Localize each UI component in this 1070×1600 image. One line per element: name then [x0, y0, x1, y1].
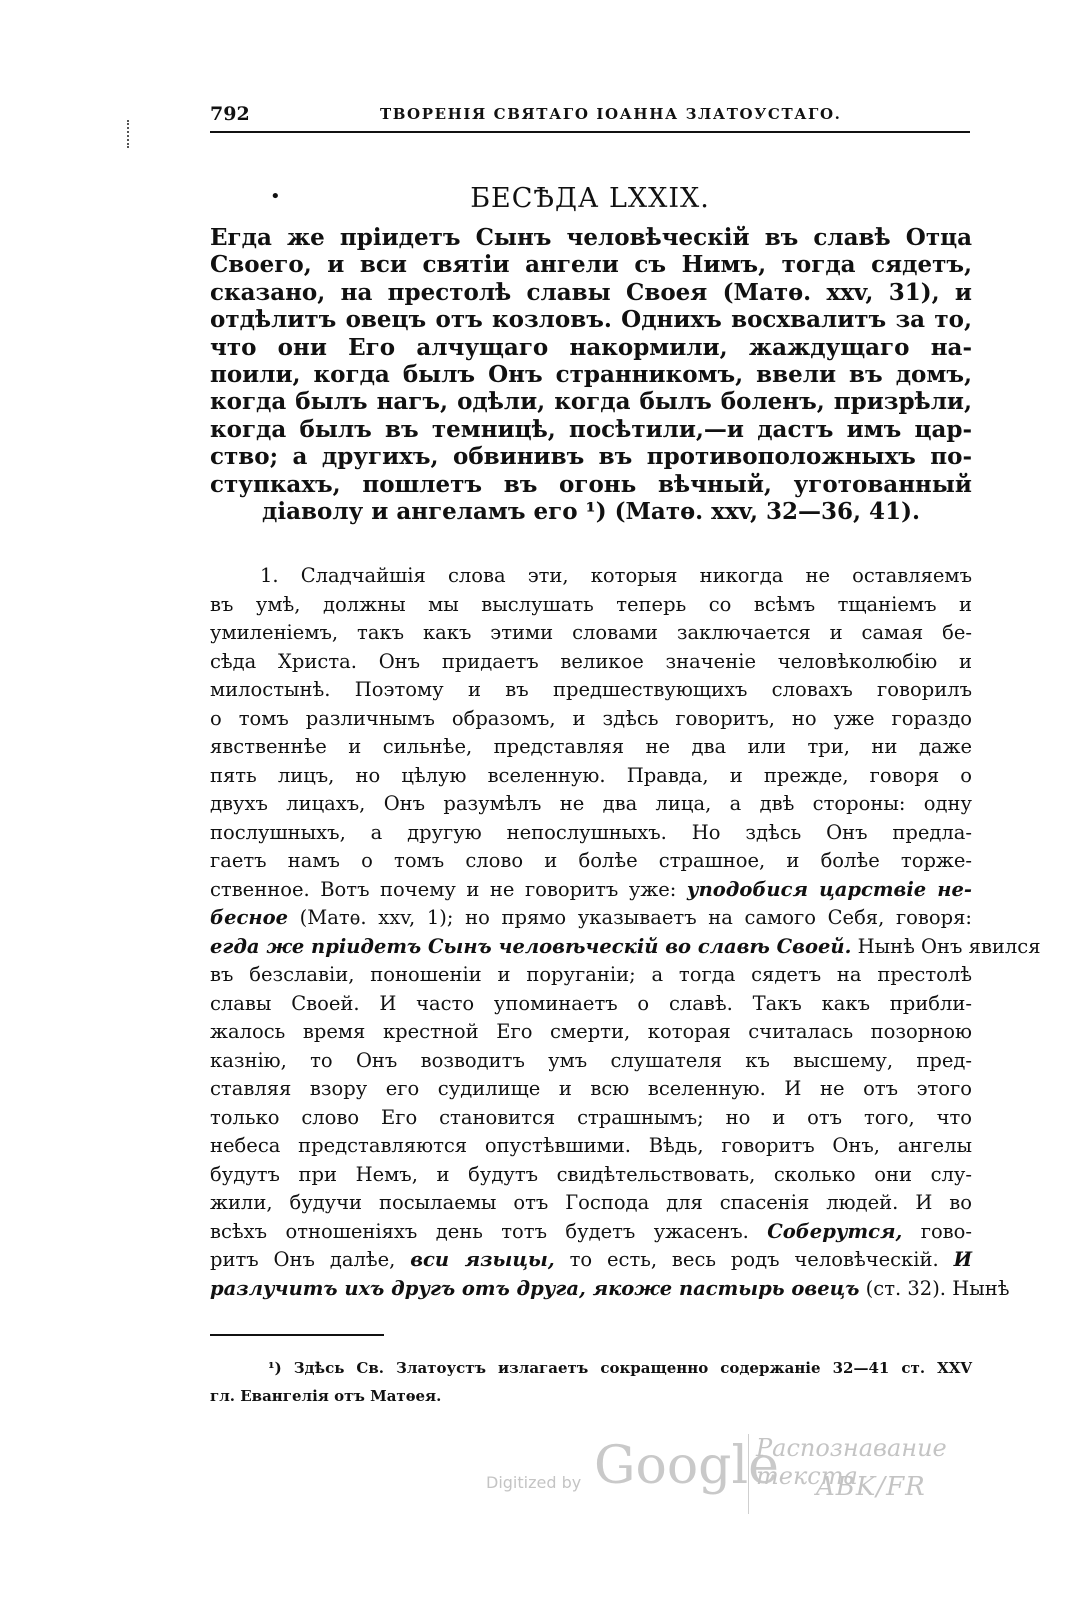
body-text: ритъ Онъ далѣе, [210, 1248, 396, 1271]
body-line [210, 933, 1041, 962]
body-line [210, 876, 972, 905]
body-line: казнію, то Онъ возводитъ умъ слушателя къ высшему, пред- [210, 1048, 972, 1072]
footnote-line: гл. Евангелія отъ Матѳея. [210, 1387, 442, 1405]
scripture-quote: вси языцы, [410, 1248, 555, 1271]
google-logo: Google [594, 1436, 779, 1496]
body-line: о томъ различнымъ образомъ, и здѣсь говоритъ, но уже гораздо [210, 706, 972, 730]
running-title: ТВОРЕНІЯ СВЯТАГО ІОАННА ЗЛАТОУСТАГО. [380, 105, 842, 123]
scripture-quote: И [953, 1248, 972, 1271]
summary-line: ступкахъ, пошлетъ въ огонь вѣчный, уготованный [210, 470, 972, 498]
summary-line: сказано, на престолѣ славы Своея (Матѳ. xxv, 31), и [210, 278, 972, 306]
body-line: сѣда Христа. Онъ придаетъ великое значеніе человѣколюбію и [210, 649, 972, 673]
body-text: всѣхъ отношеніяхъ день тотъ будетъ ужасенъ. [210, 1219, 749, 1243]
body-line: умиленіемъ, такъ какъ этими словами заключается и самая бе- [210, 621, 972, 644]
digitization-watermark [486, 1430, 1026, 1540]
stray-dot: • [270, 186, 281, 207]
body-line [210, 1218, 972, 1247]
body-line: гаетъ намъ о томъ слово и болѣе страшное, и болѣе торже- [210, 849, 972, 872]
body-line [210, 904, 972, 933]
summary-line: Егда же пріидетъ Сынъ человѣческій въ славѣ Отца [210, 224, 972, 251]
body-line: въ безславіи, поношеніи и поруганіи; а тогда сядетъ на престолѣ [210, 963, 972, 986]
body-line: будутъ при Немъ, и будутъ свидѣтельствовать, сколько они слу- [210, 1162, 972, 1186]
body-line: двухъ лицахъ, Онъ разумѣлъ не два лица, а двѣ стороны: одну [210, 792, 972, 815]
body-line: жалось время крестной Его смерти, которая считалась позорною [210, 1020, 972, 1043]
margin-mark [127, 120, 131, 148]
scripture-quote: бесное [210, 906, 288, 929]
body-line: въ умѣ, должны мы выслушать теперь со всѣмъ тщаніемъ и [210, 592, 972, 616]
summary-line: ство; а другихъ, обвинивъ въ противоположныхъ по- [210, 443, 972, 471]
scripture-quote: Соберутся, [767, 1219, 903, 1243]
scripture-quote: егда же пріидетъ Сынъ человѣческій во славѣ Своей. [210, 934, 852, 958]
summary-line: когда былъ нагъ, одѣли, когда былъ боленъ, призрѣли, [210, 388, 972, 416]
summary-line: поили, когда былъ Онъ странникомъ, ввели въ домъ, [210, 360, 972, 388]
body-line [210, 1246, 972, 1275]
footnote [210, 1354, 972, 1410]
page-header [210, 103, 970, 133]
homily-title: БЕСѢДА LXXIX. [470, 183, 710, 214]
body-text: гово- [902, 1219, 972, 1243]
recognition-label: Распознавание текста [756, 1434, 947, 1490]
body-line: ставляя взору его судилище и всю вселенную. И не отъ этого [210, 1077, 972, 1100]
page-number: 792 [210, 103, 250, 125]
body-line: жили, будучи посылаемы отъ Господа для спасенія людей. И во [210, 1191, 972, 1214]
scripture-quote: разлучитъ ихъ другъ отъ друга, якоже пастырь овецъ [210, 1276, 860, 1300]
body-line: славы Своей. И часто упоминаетъ о славѣ. Такъ какъ прибли- [210, 991, 972, 1015]
body-text: ственное. Вотъ почему и не говоритъ уже: [210, 877, 677, 901]
body-line: послушныхъ, а другую непослушныхъ. Но здѣсь Онъ предла- [210, 820, 972, 844]
summary-line: отдѣлитъ овецъ отъ козловъ. Однихъ восхвалитъ за то, [210, 306, 972, 334]
footnote-rule [210, 1334, 384, 1336]
body-line: пять лицъ, но цѣлую вселенную. Правда, и прежде, говоря о [210, 763, 972, 787]
body-line: милостынѣ. Поэтому и въ предшествующихъ словахъ говорилъ [210, 678, 972, 701]
watermark-divider [748, 1434, 749, 1514]
recognition-credit: ABK/FR [816, 1472, 926, 1502]
body-line [210, 1275, 1010, 1304]
homily-summary [210, 224, 972, 525]
body-line: только слово Его становится страшнымъ; но и отъ того, что [210, 1105, 972, 1129]
summary-line: діаволу и ангеламъ его ¹) (Матѳ. xxv, 32—36, 41). [262, 497, 920, 525]
body-text: то есть, весь родъ человѣческій. [554, 1248, 939, 1271]
body-paragraph [210, 562, 1041, 1303]
body-text: (ст. 32). Нынѣ [859, 1276, 1010, 1300]
body-text: Нынѣ Онъ явился [851, 934, 1041, 958]
body-line: небеса представляются опустѣвшими. Вѣдь, говоритъ Онъ, ангелы [210, 1134, 972, 1157]
body-line: явственнѣе и сильнѣе, представляя не два или три, ни даже [210, 735, 972, 758]
summary-line: Своего, и вси святіи ангели съ Нимъ, тогда сядетъ, [210, 251, 972, 279]
scripture-quote: уподобися царствіе не- [686, 877, 973, 901]
footnote-line: ¹) Здѣсь Св. Златоустъ излагаетъ сокращенно содержаніе 32—41 ст. XXV [268, 1359, 972, 1377]
summary-line: когда былъ въ темницѣ, посѣтили,—и дастъ имъ цар- [210, 415, 972, 443]
body-line: 1. Сладчайшія слова эти, которыя никогда не оставляемъ [260, 564, 972, 587]
body-text: (Матѳ. xxv, 1); но прямо указываетъ на самого Себя, говоря: [288, 906, 972, 929]
digitized-by-label: Digitized by [486, 1473, 582, 1492]
summary-line: что они Его алчущаго накормили, жаждущаго на- [210, 333, 972, 361]
